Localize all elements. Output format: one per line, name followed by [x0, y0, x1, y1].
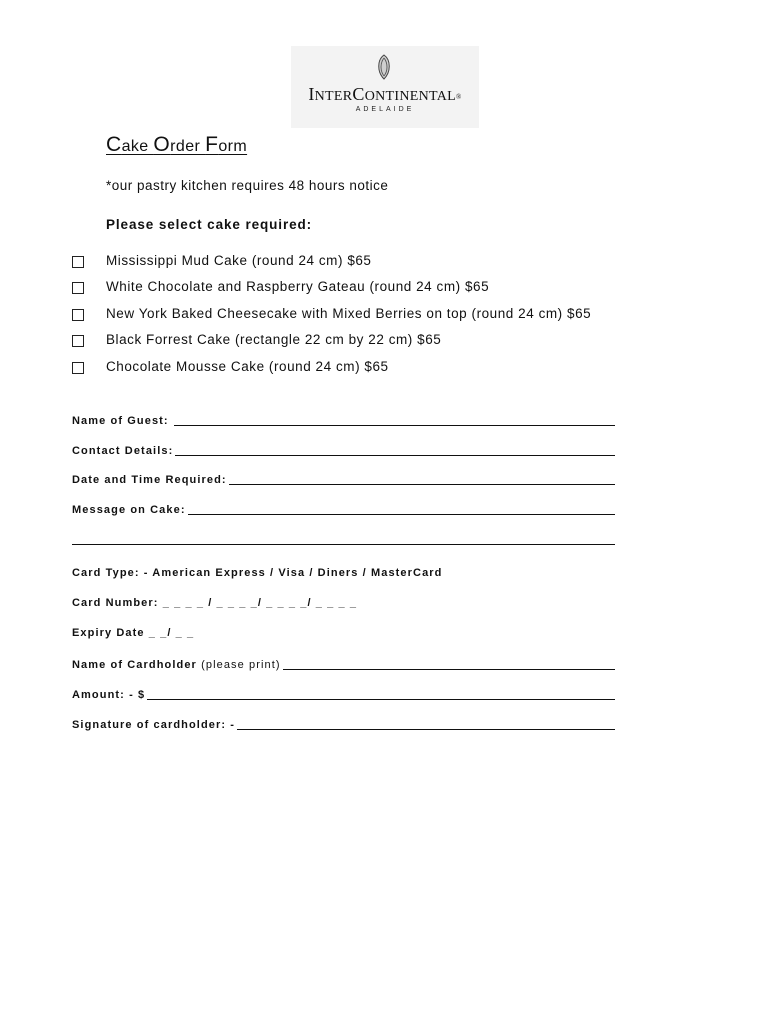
leaf-emblem-icon — [374, 54, 394, 80]
cake-option-label: White Chocolate and Raspberry Gateau (round 24 cm) $65 — [106, 279, 490, 294]
cake-option-label: New York Baked Cheesecake with Mixed Berries on top (round 24 cm) $65 — [106, 306, 592, 321]
amount-line[interactable] — [142, 699, 615, 700]
cake-message-extra-line[interactable] — [72, 544, 615, 545]
cardholder-name-field[interactable] — [72, 655, 615, 671]
checkbox[interactable] — [72, 309, 84, 321]
date-time-field[interactable] — [72, 470, 615, 486]
contact-details-label: Contact Details: — [72, 445, 174, 457]
card-type-text: Card Type: - American Express / Visa / Diners / MasterCard — [72, 567, 443, 579]
notice-text: *our pastry kitchen requires 48 hours notice — [106, 178, 389, 193]
signature-label: Signature of cardholder: - — [72, 719, 236, 731]
page-title: Cake Order Form — [106, 133, 248, 156]
cake-message-field[interactable] — [72, 500, 615, 516]
guest-name-label: Name of Guest: — [72, 415, 169, 427]
logo-wordmark: INTERCONTINENTAL® — [308, 84, 462, 104]
cake-message-label: Message on Cake: — [72, 504, 186, 516]
checkbox[interactable] — [72, 256, 84, 268]
checkbox[interactable] — [72, 362, 84, 374]
date-time-label: Date and Time Required: — [72, 474, 227, 486]
amount-field[interactable] — [72, 685, 615, 701]
cardholder-name-label: Name of Cardholder (please print) — [72, 659, 281, 671]
cake-option-label: Black Forrest Cake (rectangle 22 cm by 22 cm) $65 — [106, 332, 442, 347]
cake-option-label: Mississippi Mud Cake (round 24 cm) $65 — [106, 253, 372, 268]
checkbox[interactable] — [72, 335, 84, 347]
signature-field[interactable] — [72, 715, 615, 731]
amount-label: Amount: - $ — [72, 689, 146, 701]
contact-details-line[interactable] — [174, 455, 615, 456]
expiry-date-field[interactable]: Expiry Date _ _/ _ _ — [72, 627, 195, 639]
cake-message-line[interactable] — [182, 514, 615, 515]
checkbox[interactable] — [72, 282, 84, 294]
signature-line[interactable] — [234, 729, 615, 730]
card-number-field[interactable]: Card Number: _ _ _ _ / _ _ _ _/ _ _ _ _/ _ _ _ _ — [72, 597, 358, 609]
cake-option-label: Chocolate Mousse Cake (round 24 cm) $65 — [106, 359, 389, 374]
date-time-line[interactable] — [226, 484, 615, 485]
intercontinental-logo — [291, 46, 479, 128]
select-cake-heading: Please select cake required: — [106, 217, 313, 232]
logo-city: ADELAIDE — [355, 106, 415, 113]
cardholder-name-line[interactable] — [275, 669, 615, 670]
contact-details-field[interactable] — [72, 441, 615, 457]
guest-name-line[interactable] — [174, 425, 615, 426]
guest-name-field[interactable] — [72, 411, 615, 427]
